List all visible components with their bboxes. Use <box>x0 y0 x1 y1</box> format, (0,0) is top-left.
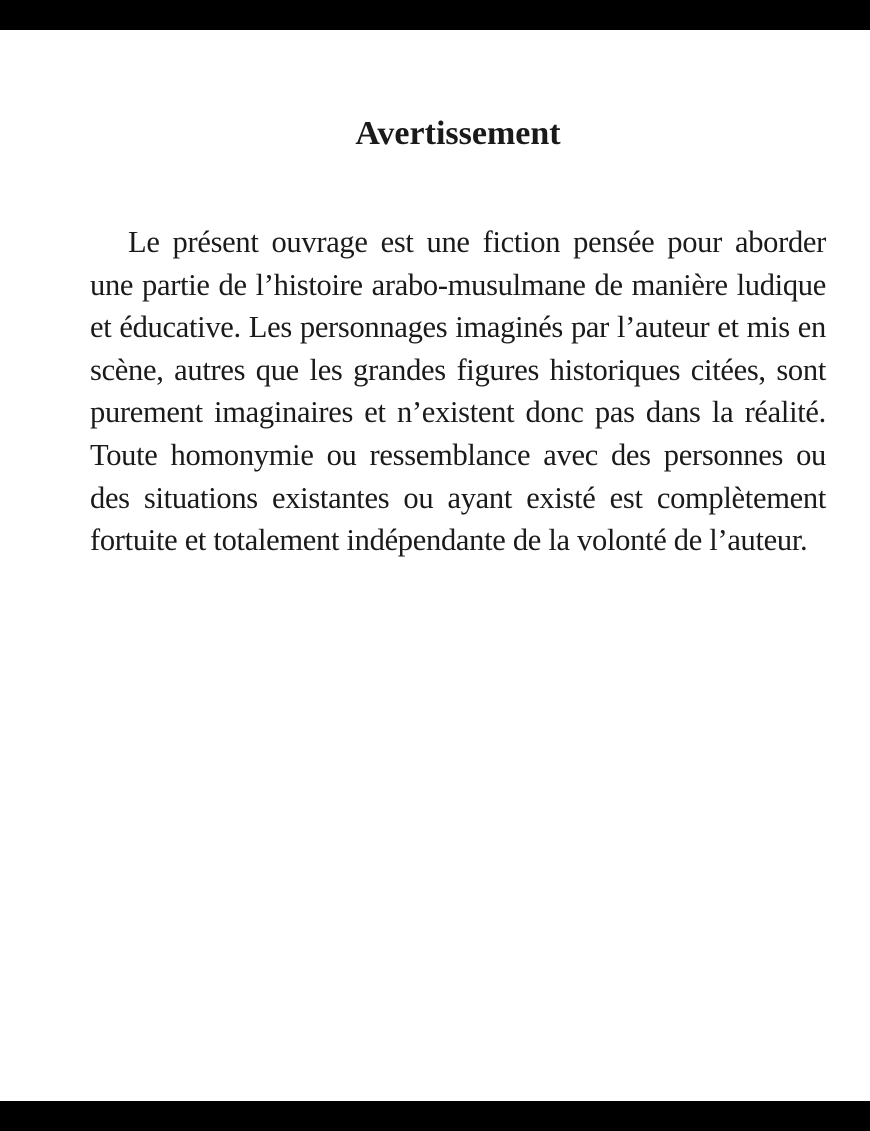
disclaimer-paragraph: Le présent ouvrage est une fiction pensée pour aborder une partie de l’histoire arabo-musulmane de manière ludique et éducative. Les personnages imaginés par l’auteur et mis en scène, autres que les grandes figures historiques citées, sont purement imaginaires et n’existent donc pas dans la réalité. Toute homonymie ou ressemblance avec des personnes ou des situations existantes ou ayant existé est complètement fortuite et totalement indépendante de la volonté de l’auteur. <box>90 225 826 558</box>
page-title: Avertissement <box>355 115 561 152</box>
top-letterbox-bar <box>0 0 870 30</box>
bottom-letterbox-bar <box>0 1101 870 1131</box>
